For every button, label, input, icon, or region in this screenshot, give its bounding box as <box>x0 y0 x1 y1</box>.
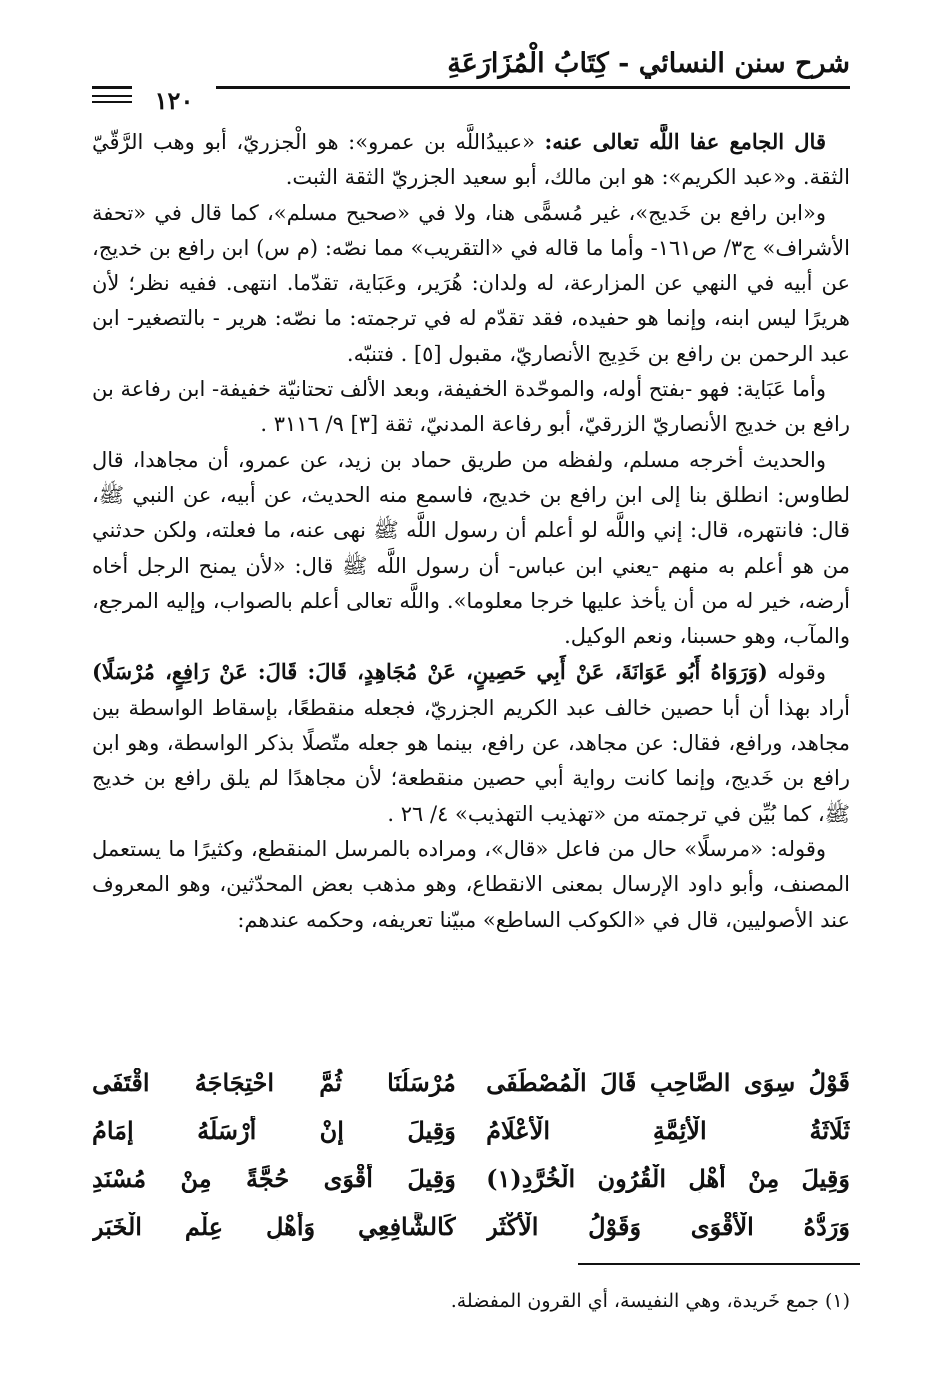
poem-verse <box>92 1106 850 1154</box>
verse-second-half: وَقِيلَ إِنْ أَرْسَلَهُ إِمَامُ <box>92 1115 456 1145</box>
main-text <box>92 124 850 1084</box>
poem-verse <box>92 1154 850 1202</box>
paragraph-4: والحديث أخرجه مسلم، ولفظه من طريق حماد بن زيد، عن عمرو، أن مجاهدا، قال لطاوس: انطلق بنا إلى ابن رافع بن خديج، فاسمع منه الحديث، عن أبيه، عن النبي ﷺ، قال: فانتهره، قال: إني واللَّه لو أعلم أن رسول اللَّه ﷺ نهى عنه، ما فعلته، ولكن حدثني من هو أعلم به منهم -يعني ابن عباس- أن رسول اللَّه ﷺ قال: «لأن يمنح الرجل أخاه أرضه، خير له من أن يأخذ عليها خرجا معلوما». واللَّه تعالى أعلم بالصواب، وإليه المرجع، والمآب، وهو حسبنا، ونعم الوكيل. <box>92 447 850 649</box>
footnote-divider <box>578 1263 860 1265</box>
paragraph-2: و«ابن رافع بن خَديج»، غير مُسمًّى هنا، ولا في «صحيح مسلم»، كما قال في «تحفة الأشراف» ج٣/ ص١٦١- وأما ما قاله في «التقريب» مما نصّه: (م س) ابن رافع بن خديج، عن أبيه في النهي عن المزارعة، له ولدان: هُرَير، وعَبَاية، تقدّما. انتهى. ففيه نظر؛ لأن هريرًا ليس ابنه، وإنما هو حفيده، فقد تقدّم له في ترجمته: ما نصّه: هرير - بالتصغير- ابن عبد الرحمن بن رافع بن خَدِيج الأنصاريّ، مقبول [٥] . فتنبّه. <box>92 200 850 366</box>
poem-verse <box>92 1058 850 1106</box>
running-header: شرح سنن النسائي - كِتَابُ الْمُزَارَعَةِ <box>447 48 850 79</box>
verse-second-half: كَالشَّافِعِي وَأَهْلِ عِلْمِ الْخَبَرِ <box>92 1211 456 1241</box>
verse-first-half: وَرَدُّهُ الْأَقْوَى وَقَوْلُ الْأَكْثَرِ <box>486 1211 850 1241</box>
paragraph-1 <box>92 124 850 196</box>
author-note-lead: قال الجامع عفا اللَّه تعالى عنه: <box>544 129 826 154</box>
paragraph-5 <box>92 654 850 831</box>
verse-second-half: وَقِيلَ أَقْوَى حُجَّةً مِنْ مُسْنَدِ <box>92 1163 456 1193</box>
page-number: ١٢٠ <box>132 86 216 115</box>
verse-first-half: وَقِيلَ مِنْ أَهْلِ الْقُرُونِ الْخُرَّدِ(١) <box>486 1163 850 1193</box>
paragraph-6: وقوله: «مرسلًا» حال من فاعل «قال»، ومراده بالمرسل المنقطع، وكثيرًا ما يستعمل المصنف، وأبو داود الإرسال بمعنى الانقطاع، وهو مذهب بعض المحدّثين، وهو المعروف عند الأصوليين، قال في «الكوكب الساطع» مبيّنا تعريفه، وحكمه عندهم: <box>92 836 850 932</box>
footnote: (١) جمع خَريدة، وهي النفيسة، أي القرون المفضلة. <box>450 1290 850 1312</box>
verse-second-half: مُرْسَلُنَا ثُمَّ احْتِجَاجَهُ اقْتَفَى <box>92 1067 456 1097</box>
paragraph-1-text: «عبيدُاللَّه بن عمرو»: هو الْجزريّ، أبو وهب الرَّقّيّ الثقة. و«عبد الكريم»: هو ابن مالك، أبو سعيد الجزريّ الثقة الثبت. <box>92 130 850 190</box>
poem-verse <box>92 1202 850 1250</box>
poem-block <box>92 1058 850 1258</box>
paragraph-5-lead: وقوله <box>767 660 826 685</box>
paragraph-3: وأما عَبَاية: فهو -بفتح أوله، والموحّدة الخفيفة، وبعد الألف تحتانيّة خفيفة- ابن رفاعة بن رافع بن خديج الأنصاريّ الزرقيّ، أبو رفاعة المدنيّ، ثقة [٣] ٩/ ٣١١٦ . <box>92 377 850 437</box>
verse-first-half: قَوْلُ سِوَى الصَّاحِبِ قَالَ الْمُصْطَفَى <box>486 1067 850 1097</box>
paragraph-5-text: أراد بهذا أن أبا حصين خالف عبد الكريم الجزريّ، فجعله منقطعًا، بإسقاط الواسطة بين مجاهد، ورافع، فقال: عن مجاهد، عن رافع، بينما هو جعله متّصلًا بذكر الواسطة، وهو ابن رافع بن خَديج، وإنما كانت رواية أبي حصين منقطعة؛ لأن مجاهدًا لم يلق رافع بن خديج ﷺ، كما بُيِّن في ترجمته من «تهذيب التهذيب» ٤/ ٢٦ . <box>92 695 850 826</box>
verse-first-half: ثَلَاثَةُ الْأَئِمَّةِ الْأَعْلَامُ <box>486 1115 850 1145</box>
hadith-quote: (وَرَوَاهُ أَبُو عَوَانَةَ، عَنْ أَبِي حَصِينٍ، عَنْ مُجَاهِدٍ، قَالَ: قَالَ: عَنْ رَافِعٍ، مُرْسَلًا) <box>92 659 768 685</box>
